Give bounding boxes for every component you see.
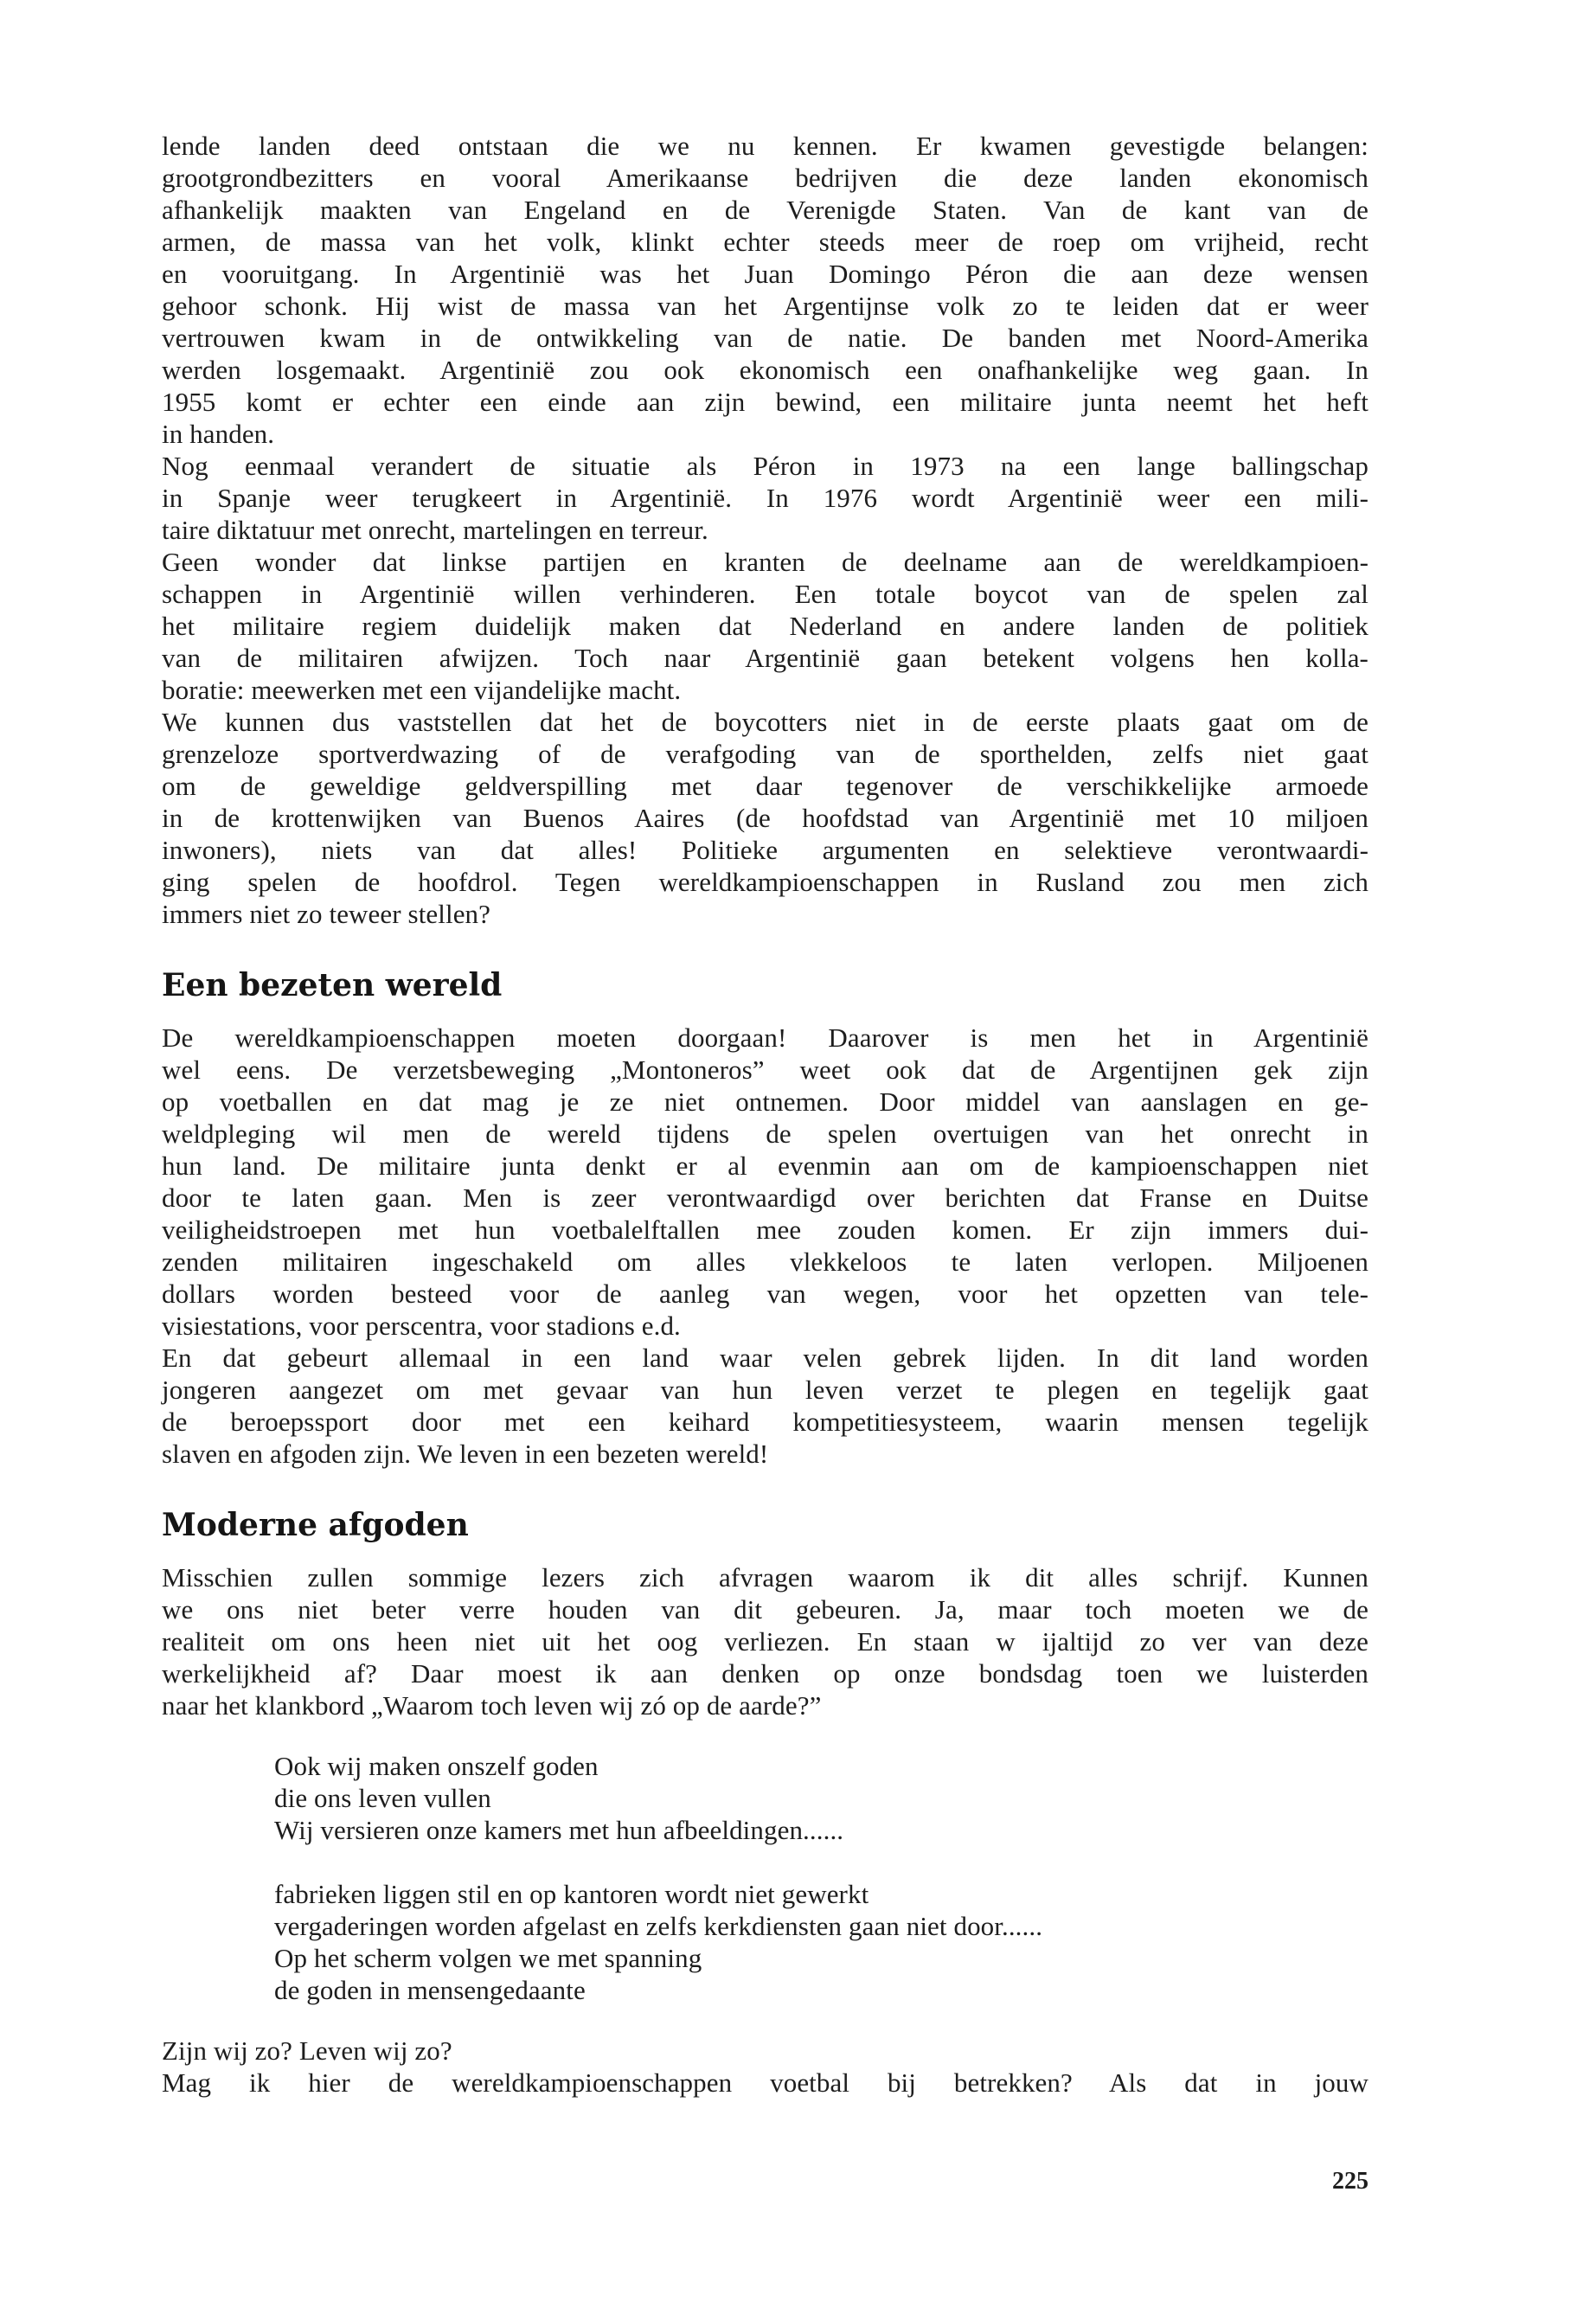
poem-stanza	[274, 1878, 1368, 2006]
text-line: armen, de massa van het volk, klinkt echter steeds meer de roep om vrijheid, recht	[162, 227, 1368, 257]
spacer	[162, 1721, 1368, 1750]
spacer	[162, 2006, 1368, 2035]
text-line: De wereldkampioenschappen moeten doorgaan! Daarover is men het in Argentinië	[162, 1022, 1368, 1053]
spacer	[162, 1544, 1368, 1561]
text-line: visiestations, voor perscentra, voor stadions e.d.	[162, 1311, 681, 1341]
text-line: gehoor schonk. Hij wist de massa van het Argentijnse volk zo te leiden dat er weer	[162, 291, 1368, 321]
text-line: Nog eenmaal verandert de situatie als Péron in 1973 na een lange ballingschap	[162, 451, 1368, 481]
paragraph-block-intro	[162, 130, 1368, 930]
text-line: En dat gebeurt allemaal in een land waar velen gebrek lijden. In dit land worden	[162, 1343, 1368, 1373]
text-line: grenzeloze sportverdwazing of de verafgoding van de sporthelden, zelfs niet gaat	[162, 739, 1368, 769]
text-line: het militaire regiem duidelijk maken dat Nederland en andere landen de politiek	[162, 611, 1368, 641]
spacer	[162, 1470, 1368, 1506]
poem-line: Ook wij maken onszelf goden	[274, 1751, 599, 1781]
text-line: van de militairen afwijzen. Toch naar Argentinië gaan betekent volgens hen kolla-	[162, 643, 1368, 673]
text-column	[162, 130, 1368, 2099]
text-line: hun land. De militaire junta denkt er al evenmin aan om de kampioenschappen niet	[162, 1150, 1368, 1181]
poem-line: die ons leven vullen	[274, 1783, 491, 1813]
text-line: en vooruitgang. In Argentinië was het Juan Domingo Péron die aan deze wensen	[162, 259, 1368, 289]
section-heading: Een bezeten wereld	[162, 967, 503, 1003]
text-line: we ons niet beter verre houden van dit gebeuren. Ja, maar toch moeten we de	[162, 1594, 1368, 1625]
text-line: door te laten gaan. Men is zeer verontwaardigd over berichten dat Franse en Duitse	[162, 1183, 1368, 1213]
paragraph-block-bezeten-wereld	[162, 1022, 1368, 1470]
text-line: op voetballen en dat mag je ze niet ontnemen. Door middel van aanslagen en ge-	[162, 1086, 1368, 1117]
text-line: 1955 komt er echter een einde aan zijn bewind, een militaire junta neemt het heft	[162, 387, 1368, 417]
text-line: Zijn wij zo? Leven wij zo?	[162, 2035, 452, 2066]
poem-line: de goden in mensengedaante	[274, 1975, 586, 2005]
spacer	[162, 1004, 1368, 1022]
page-number: 225	[1332, 2168, 1368, 2195]
poem-line: Wij versieren onze kamers met hun afbeeldingen......	[274, 1815, 844, 1845]
text-line: realiteit om ons heen niet uit het oog verliezen. En staan w ijaltijd zo ver van deze	[162, 1626, 1368, 1657]
text-line: afhankelijk maakten van Engeland en de Verenigde Staten. Van de kant van de	[162, 195, 1368, 225]
text-line: slaven en afgoden zijn. We leven in een bezeten wereld!	[162, 1439, 769, 1469]
paragraph-block-closing	[162, 2035, 1368, 2099]
spacer	[274, 1846, 1368, 1878]
text-line: boratie: meewerken met een vijandelijke macht.	[162, 675, 682, 705]
text-line: immers niet zo teweer stellen?	[162, 899, 491, 929]
paragraph-block-moderne-afgoden	[162, 1561, 1368, 1721]
text-line: in Spanje weer terugkeert in Argentinië. In 1976 wordt Argentinië weer een mili-	[162, 483, 1368, 513]
text-line: werkelijkheid af? Daar moest ik aan denken op onze bondsdag toen we luisterden	[162, 1658, 1368, 1689]
text-line: veiligheidstroepen met hun voetbalelftallen mee zouden komen. Er zijn immers dui-	[162, 1215, 1368, 1245]
text-line: Misschien zullen sommige lezers zich afvragen waarom ik dit alles schrijf. Kunnen	[162, 1562, 1368, 1593]
text-line: vertrouwen kwam in de ontwikkeling van de natie. De banden met Noord-Amerika	[162, 323, 1368, 353]
poem-quote	[162, 1750, 1368, 2006]
text-line: inwoners), niets van dat alles! Politieke argumenten en selektieve verontwaardi-	[162, 835, 1368, 865]
text-line: dollars worden besteed voor de aanleg van wegen, voor het opzetten van tele-	[162, 1279, 1368, 1309]
text-line: taire diktatuur met onrecht, martelingen en terreur.	[162, 515, 708, 545]
text-line: Mag ik hier de wereldkampioenschappen voetbal bij betrekken? Als dat in jouw	[162, 2067, 1368, 2098]
section-heading: Moderne afgoden	[162, 1507, 469, 1543]
poem-line: fabrieken liggen stil en op kantoren wordt niet gewerkt	[274, 1879, 869, 1909]
text-line: om de geweldige geldverspilling met daar tegenover de verschikkelijke armoede	[162, 771, 1368, 801]
poem-line: Op het scherm volgen we met spanning	[274, 1943, 702, 1973]
poem-stanza	[274, 1750, 1368, 1846]
text-line: ging spelen de hoofdrol. Tegen wereldkampioenschappen in Rusland zou men zich	[162, 867, 1368, 897]
text-line: Geen wonder dat linkse partijen en kranten de deelname aan de wereldkampioen-	[162, 547, 1368, 577]
text-line: grootgrondbezitters en vooral Amerikaanse bedrijven die deze landen ekonomisch	[162, 163, 1368, 193]
text-line: lende landen deed ontstaan die we nu kennen. Er kwamen gevestigde belangen:	[162, 131, 1368, 161]
text-line: weldpleging wil men de wereld tijdens de spelen overtuigen van het onrecht in	[162, 1118, 1368, 1149]
spacer	[162, 930, 1368, 966]
text-line: werden losgemaakt. Argentinië zou ook ekonomisch een onafhankelijke weg gaan. In	[162, 355, 1368, 385]
text-line: We kunnen dus vaststellen dat het de boycotters niet in de eerste plaats gaat om de	[162, 707, 1368, 737]
text-line: zenden militairen ingeschakeld om alles vlekkeloos te laten verlopen. Miljoenen	[162, 1247, 1368, 1277]
text-line: jongeren aangezet om met gevaar van hun leven verzet te plegen en tegelijk gaat	[162, 1375, 1368, 1405]
text-line: in handen.	[162, 419, 275, 449]
poem-line: vergaderingen worden afgelast en zelfs kerkdiensten gaan niet door......	[274, 1911, 1043, 1941]
text-line: naar het klankbord „Waarom toch leven wij zó op de aarde?”	[162, 1690, 822, 1721]
text-line: wel eens. De verzetsbeweging „Montoneros” weet ook dat de Argentijnen gek zijn	[162, 1054, 1368, 1085]
text-line: de beroepssport door met een keihard kompetitiesysteem, waarin mensen tegelijk	[162, 1407, 1368, 1437]
text-line: schappen in Argentinië willen verhinderen. Een totale boycot van de spelen zal	[162, 579, 1368, 609]
text-line: in de krottenwijken van Buenos Aaires (de hoofdstad van Argentinië met 10 miljoen	[162, 803, 1368, 833]
